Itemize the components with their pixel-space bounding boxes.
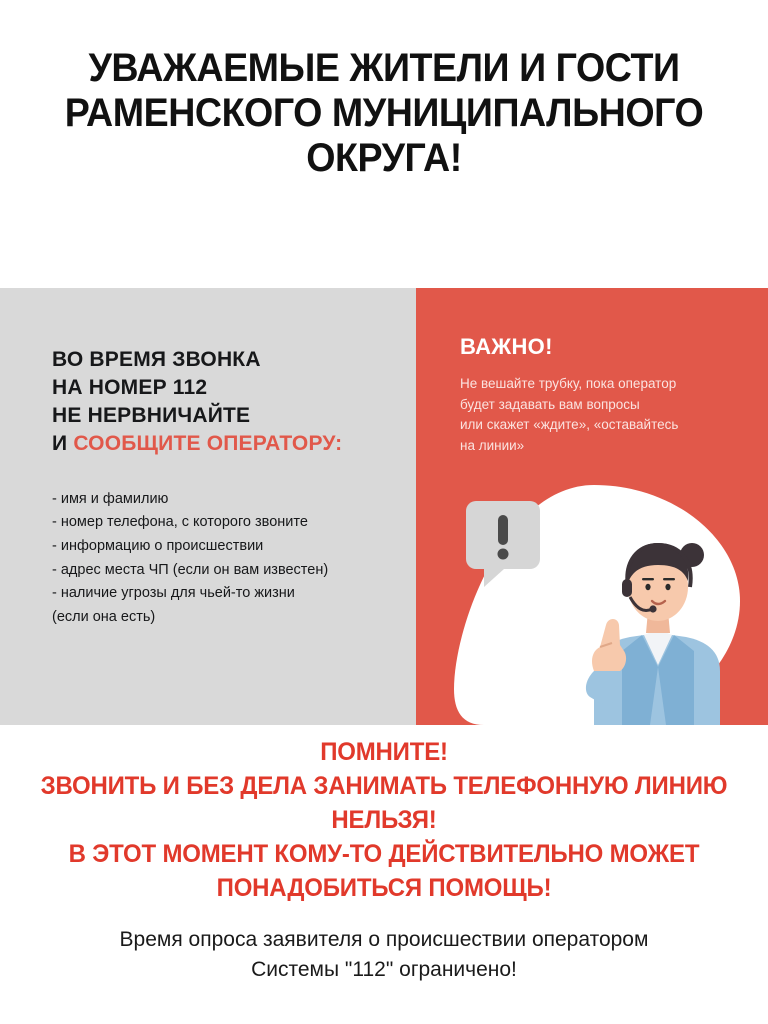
remember-block	[0, 735, 768, 905]
list-item: - наличие угрозы для чьей-то жизни	[52, 585, 295, 602]
left-panel	[0, 288, 416, 725]
left-heading-prefix: И	[52, 431, 74, 455]
remember-line-2: ЗВОНИТЬ И БЕЗ ДЕЛА ЗАНИМАТЬ ТЕЛЕФОННУЮ ЛИНИЮ НЕЛЬЗЯ!	[40, 772, 728, 834]
right-panel-title: ВАЖНО!	[460, 334, 553, 359]
right-text-line-3: или скажет «ждите», «оставайтесь	[460, 417, 679, 433]
left-heading-line-3: НЕ НЕРВНИЧАЙТЕ	[52, 403, 251, 427]
left-heading-accent: СООБЩИТЕ ОПЕРАТОРУ:	[73, 431, 343, 455]
remember-line-3: В ЭТОТ МОМЕНТ КОМУ-ТО ДЕЙСТВИТЕЛЬНО МОЖЕТ	[68, 840, 700, 868]
left-heading-line-4	[52, 430, 386, 458]
info-list	[52, 488, 386, 630]
panels-section	[0, 288, 768, 725]
left-panel-heading	[52, 346, 386, 458]
right-text-line-2: будет задавать вам вопросы	[460, 396, 640, 412]
right-panel-text	[460, 374, 742, 456]
list-item: - номер телефона, с которого звоните	[52, 514, 308, 531]
footer-line-2: Системы "112" ограничено!	[251, 958, 517, 982]
list-item: - информацию о происшествии	[52, 537, 264, 554]
title-line-2: РАМЕНСКОГО МУНИЦИПАЛЬНОГО	[64, 90, 704, 135]
list-item: (если она есть)	[52, 608, 156, 625]
list-item: - имя и фамилию	[52, 490, 169, 507]
footer-line-1: Время опроса заявителя о происшествии оператором	[119, 928, 649, 951]
remember-line-4: ПОНАДОБИТЬСЯ ПОМОЩЬ!	[216, 874, 552, 902]
title-line-1: УВАЖАЕМЫЕ ЖИТЕЛИ И ГОСТИ	[88, 46, 680, 90]
page-title	[0, 0, 768, 180]
right-text-line-1: Не вешайте трубку, пока оператор	[460, 376, 677, 391]
right-text-line-4: на линии»	[460, 437, 525, 453]
right-panel	[416, 288, 768, 725]
list-item: - адрес места ЧП (если он вам известен)	[52, 561, 329, 578]
operator-illustration	[444, 475, 754, 725]
footer-note	[0, 925, 768, 986]
left-heading-line-2: НА НОМЕР 112	[52, 375, 208, 399]
remember-line-1: ПОМНИТЕ!	[320, 738, 448, 766]
left-heading-line-1: ВО ВРЕМЯ ЗВОНКА	[52, 348, 261, 371]
title-line-3: ОКРУГА!	[306, 135, 462, 180]
